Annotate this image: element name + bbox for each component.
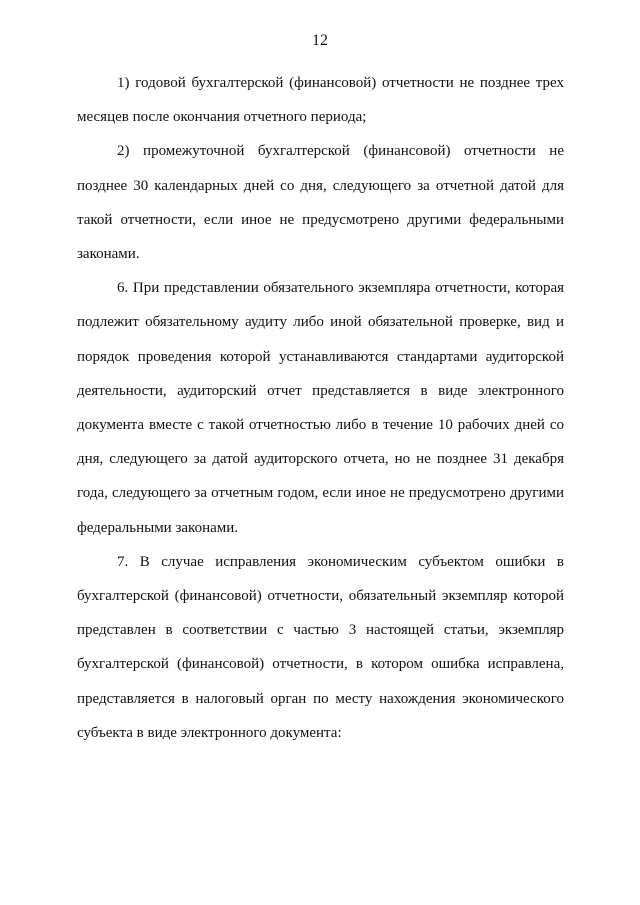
- document-body: [77, 66, 564, 750]
- paragraph-item-1-annual-reporting: 1) годовой бухгалтерской (финансовой) отчетности не позднее трех месяцев после окончания отчетного периода;: [77, 75, 564, 126]
- paragraph-6-audit-report: 6. При представлении обязательного экземпляра отчетности, которая подлежит обязательному аудиту либо иной обязательной проверке, вид и порядок проведения которой устанавливаются стандартами аудиторской деятельности, аудиторский отчет представляется в виде электронного документа вместе с такой отчетностью либо в течение 10 рабочих дней со дня, следующего за датой аудиторского отчета, но не позднее 31 декабря года, следующего за отчетным годом, если иное не предусмотрено другими федеральными законами.: [77, 280, 564, 536]
- paragraph-item-2-interim-reporting: 2) промежуточной бухгалтерской (финансовой) отчетности не позднее 30 календарных дней со дня, следующего за отчетной датой для такой отчетности, если иное не предусмотрено другими федеральными законами.: [77, 143, 564, 263]
- paragraph-7-error-correction: 7. В случае исправления экономическим субъектом ошибки в бухгалтерской (финансовой) отчетности, обязательный экземпляр которой представлен в соответствии с частью 3 настоящей статьи, экземпляр бухгалтерской (финансовой) отчетности, в котором ошибка исправлена, представляется в налоговый орган по месту нахождения экономического субъекта в виде электронного документа:: [77, 553, 564, 741]
- page-number: 12: [312, 32, 328, 49]
